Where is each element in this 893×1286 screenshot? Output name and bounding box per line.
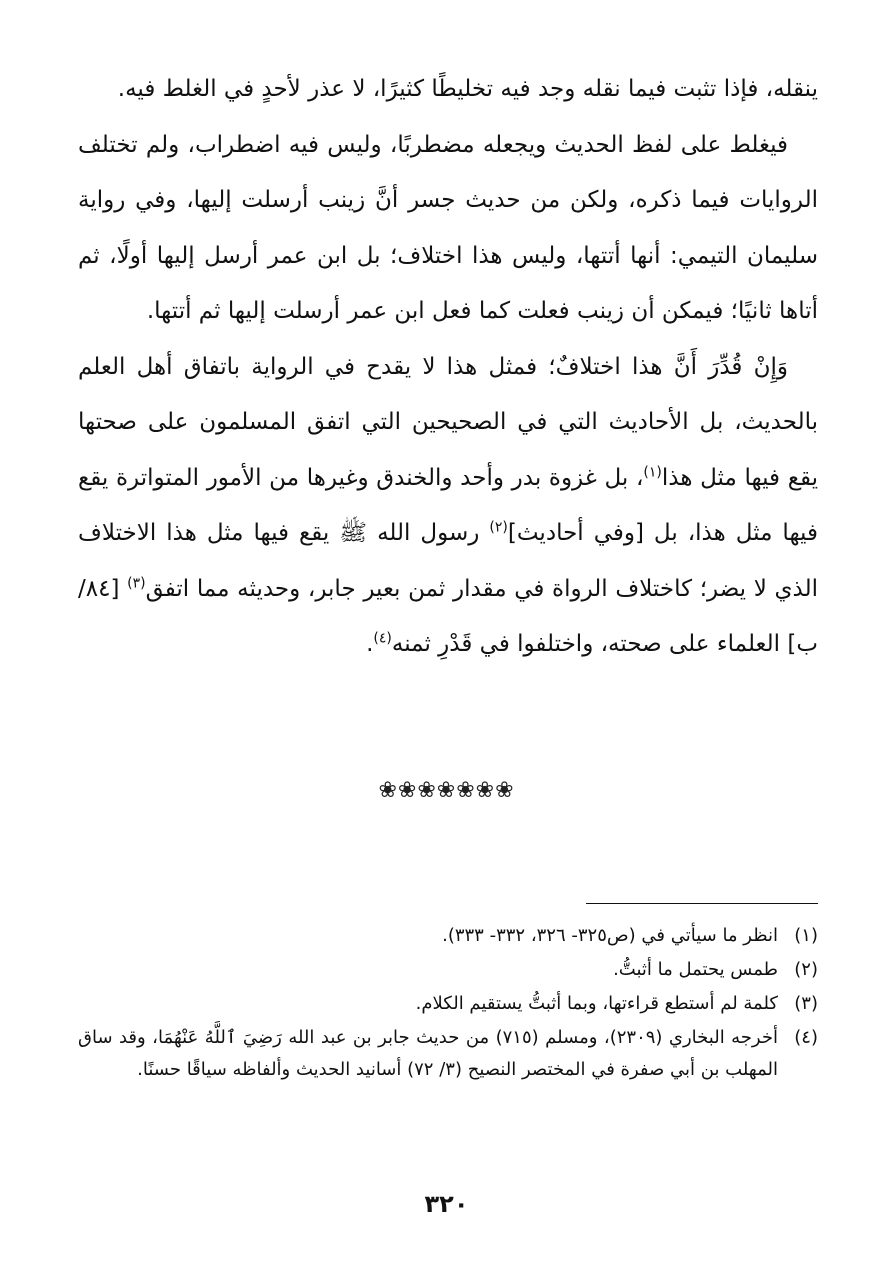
footnote-1-number: (١) — [794, 925, 818, 946]
footnote-3 — [78, 988, 818, 1020]
paragraph-3-text-d: [٨٤/ ب] العلماء على صحته، واختلفوا في قَدْرِ ثمنه — [78, 575, 818, 657]
paragraph-3-text-c: رسول الله ﷺ يقع فيها مثل هذا الاختلاف الذي لا يضر؛ كاختلاف الرواة في مقدار ثمن بعير جابر، وحديثه مما اتفق — [78, 520, 818, 602]
paragraph-3 — [78, 340, 818, 673]
footnote-ref-2[interactable]: (٢) — [489, 519, 508, 536]
footnotes — [78, 920, 818, 1088]
footnote-ref-3[interactable]: (٣) — [127, 574, 146, 591]
footnote-4-text: أخرجه البخاري (٢٣٠٩)، ومسلم (٧١٥) من حديث جابر بن عبد الله رَضِيَ ٱللَّهُ عَنْهُمَا، وقد ساق المهلب بن أبي صفرة في المختصر النصيح (٣/ ٧٢) أسانيد الحديث وألفاظه سياقًا حسنًا. — [78, 1027, 778, 1080]
section-ornament-icon: ❀❀❀❀❀❀❀ — [378, 778, 515, 803]
footnote-3-number: (٣) — [794, 993, 818, 1014]
paragraph-1 — [78, 62, 818, 118]
footnote-3-text: كلمة لم أستطع قراءتها، وبما أثبتُّ يستقيم الكلام. — [415, 993, 778, 1014]
footnote-2-number: (٢) — [794, 959, 818, 980]
footnote-ref-4[interactable]: (٤) — [373, 630, 392, 647]
footnote-ref-1[interactable]: (١) — [643, 463, 662, 480]
paragraph-2 — [78, 118, 818, 340]
footnote-4 — [78, 1022, 818, 1086]
paragraph-3-end: . — [366, 631, 374, 657]
paragraph-2-text: فيغلط على لفظ الحديث ويجعله مضطربًا، وليس فيه اضطراب، ولم تختلف الروايات فيما ذكره، ولكن من حديث جسر أنَّ زينب أرسلت إليها، وفي رواية سليمان التيمي: أنها أتتها، وليس هذا اختلاف؛ بل ابن عمر أرسل إليها أولًا، ثم أتاها ثانيًا؛ فيمكن أن زينب فعلت كما فعل ابن عمر أرسلت إليها ثم أتتها. — [78, 131, 818, 324]
paragraph-3-text-b: ، بل غزوة بدر وأحد والخندق وغيرها من الأمور المتواترة يقع فيها مثل هذا، بل [وفي أحاديث] — [78, 464, 818, 546]
footnote-1 — [78, 920, 818, 952]
footnote-1-text: انظر ما سيأتي في (ص٣٢٥- ٣٢٦، ٣٣٢- ٣٣٣). — [442, 925, 778, 946]
paragraph-3-text-a: وَإِنْ قُدِّرَ أَنَّ هذا اختلافٌ؛ فمثل هذا لا يقدح في الرواية باتفاق أهل العلم بالحديث، بل الأحاديث التي في الصحيحين التي اتفق المسلمون على صحتها يقع فيها مثل هذا — [78, 353, 818, 491]
paragraph-1-text: ينقله، فإذا تثبت فيما نقله وجد فيه تخليطًا كثيرًا، لا عذر لأحدٍ في الغلط فيه. — [117, 76, 818, 102]
footnote-2 — [78, 954, 818, 986]
page-number: ٣٢٠ — [424, 1190, 469, 1218]
footnote-separator — [586, 903, 818, 904]
footnote-4-number: (٤) — [794, 1027, 818, 1048]
main-text — [78, 62, 818, 673]
footnote-2-text: طمس يحتمل ما أثبتُّ. — [613, 959, 778, 980]
